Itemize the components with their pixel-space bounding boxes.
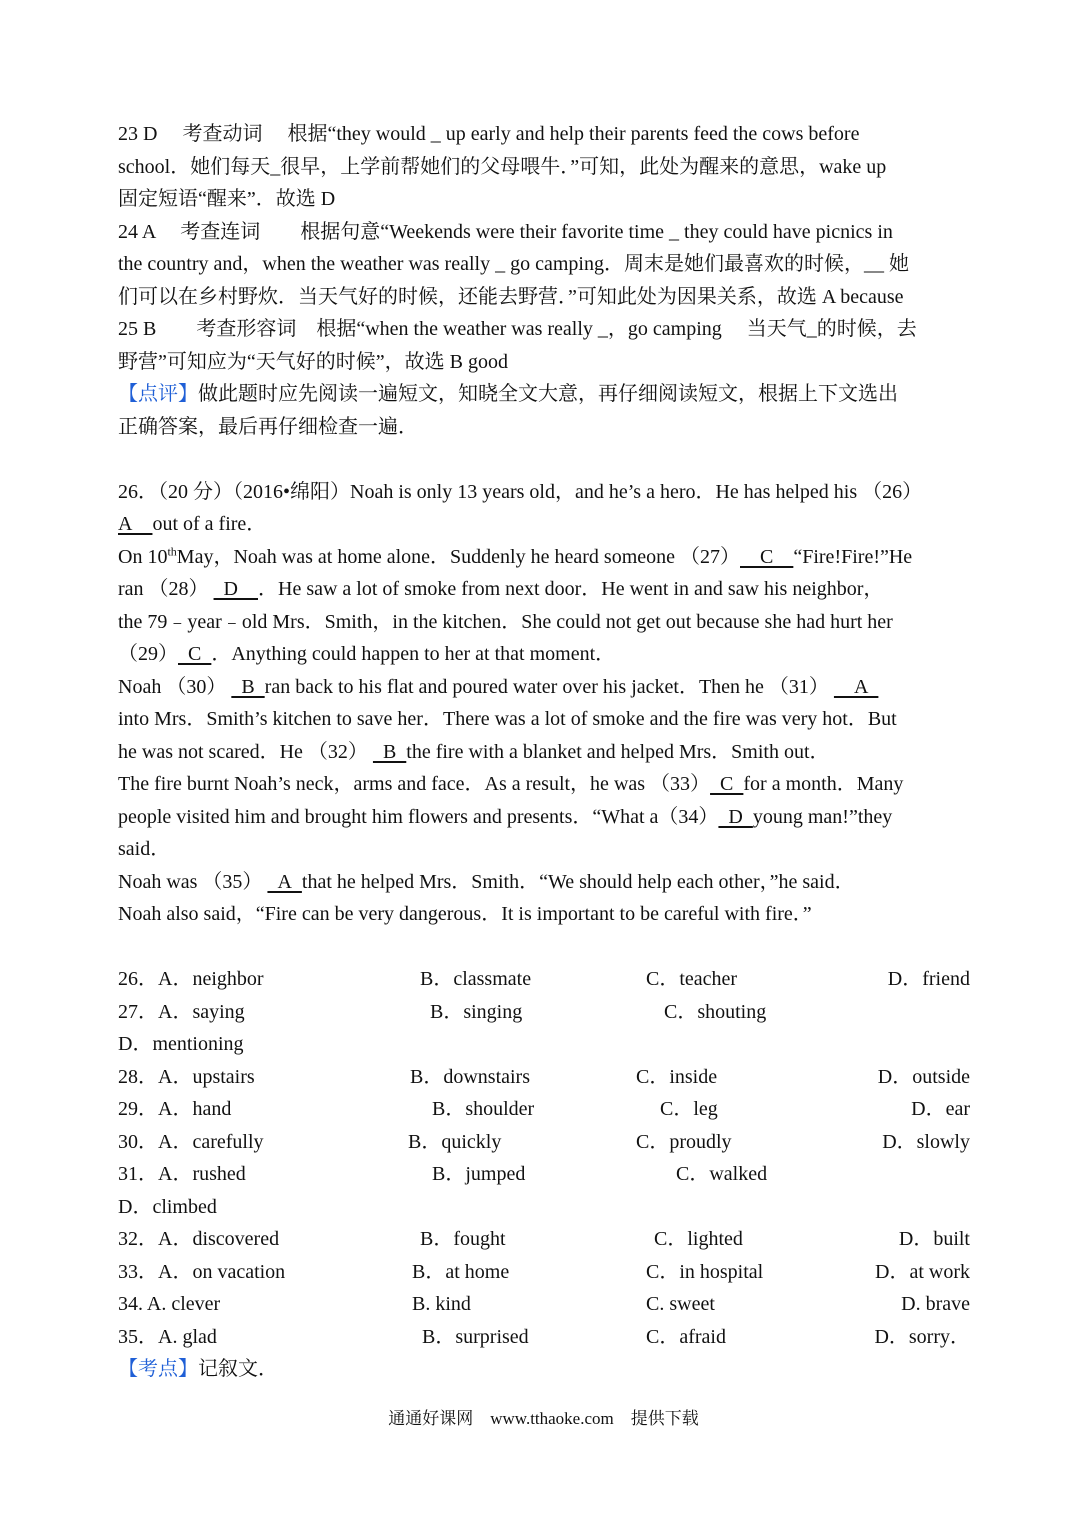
- passage-text: that he helped Mrs．Smith．“We should help each other，”he said．: [301, 870, 855, 893]
- option-row: [118, 1191, 970, 1224]
- answer-blank: C: [740, 545, 794, 568]
- options-list: [118, 963, 970, 1353]
- option-a: 30．A．carefully: [118, 1130, 264, 1153]
- option-d: D. brave: [901, 1293, 970, 1315]
- passage-text: Noah （30）: [118, 675, 227, 698]
- passage-line: [118, 573, 970, 606]
- option-c: C．in hospital: [646, 1260, 764, 1283]
- option-b: B．classmate: [420, 968, 532, 990]
- option-c: C．inside: [636, 1065, 718, 1088]
- option-row: [118, 1223, 970, 1256]
- kaodian-label: 【考点】: [118, 1358, 198, 1380]
- comment-text: 做此题时应先阅读一遍短文，知晓全文大意，再仔细阅读短文，根据上下文选出: [198, 383, 898, 405]
- text-line: 固定短语“醒来”．故选 D: [118, 188, 336, 210]
- text-line: 们可以在乡村野炊．当天气好的时候，还能去野营．”可知此处为因果关系，故选 A because: [118, 285, 904, 308]
- passage-line: [118, 671, 970, 704]
- passage-text: On 10: [118, 545, 168, 568]
- answer-blank: A: [833, 675, 879, 698]
- answer-blank: D: [213, 578, 258, 600]
- passage-text: “Fire!Fire!”He: [793, 545, 913, 568]
- option-b: B．shoulder: [432, 1098, 535, 1120]
- option-a: 29．A．hand: [118, 1098, 232, 1120]
- analysis-q24: [118, 216, 970, 314]
- spacer: [118, 443, 970, 476]
- text-line: the country and，when the weather was really _ go camping．周末是她们最喜欢的时候，__ 她: [118, 253, 909, 275]
- option-d: D．slowly: [882, 1130, 970, 1153]
- option-a: 31．A．rushed: [118, 1163, 246, 1185]
- option-b: B．surprised: [422, 1325, 529, 1348]
- passage-line: [118, 736, 970, 769]
- answer-blank: D: [718, 805, 753, 828]
- comment-block: [118, 378, 970, 443]
- option-c: C．proudly: [636, 1130, 732, 1153]
- option-d: D．mentioning: [118, 1033, 244, 1055]
- option-a: 28．A．upstairs: [118, 1065, 255, 1088]
- text-line: [118, 378, 970, 411]
- option-d: D．climbed: [118, 1195, 217, 1218]
- option-a: 34. A. clever: [118, 1293, 221, 1315]
- spacer: [118, 931, 970, 964]
- text-line: 23 D 考查动词 根据“they would _ up early and help their parents feed the cows before: [118, 123, 860, 145]
- option-d: D．ear: [911, 1098, 970, 1120]
- passage-text: out of a fire．: [152, 513, 267, 535]
- kaodian-line: [118, 1353, 970, 1386]
- answer-blank: A: [267, 870, 302, 893]
- passage-text: ．He saw a lot of smoke from next door．He went in and saw his neighbor，: [258, 578, 884, 600]
- option-a: 33．A．on vacation: [118, 1260, 286, 1283]
- option-a: 26．A．neighbor: [118, 968, 264, 990]
- passage-line: 26．（20 分）（2016•绵阳）Noah is only 13 years old，and he’s a hero．He has helped his （26）: [118, 480, 923, 503]
- superscript: th: [167, 543, 177, 558]
- option-row: [118, 1028, 970, 1061]
- option-row: [118, 963, 970, 996]
- passage-text: May，Noah was at home alone．Suddenly he heard someone （27）: [176, 545, 740, 568]
- answer-blank: C: [178, 643, 212, 665]
- passage-text: for a month．Many: [743, 773, 904, 795]
- passage-line: [118, 508, 970, 541]
- passage-line: [118, 541, 970, 574]
- passage-text: The fire burnt Noah’s neck，arms and face．As a result，he was （33）: [118, 773, 711, 795]
- option-a: 35．A. glad: [118, 1325, 217, 1348]
- option-row: [118, 1256, 970, 1289]
- option-b: B．downstairs: [410, 1065, 530, 1088]
- option-b: B．singing: [430, 1000, 523, 1023]
- answer-blank: A: [118, 513, 153, 535]
- option-row: [118, 1093, 970, 1126]
- page-footer: 通通好课网 www.tthaoke.com 提供下载: [388, 1409, 699, 1428]
- option-row: [118, 1288, 970, 1321]
- analysis-q23: [118, 118, 970, 216]
- passage-line: into Mrs．Smith’s kitchen to save her．There was a lot of smoke and the fire was very hot．But: [118, 708, 897, 730]
- passage-text: ．Anything could happen to her at that moment．: [211, 643, 616, 665]
- option-d: D．sorry．: [874, 1325, 970, 1348]
- text-line: 正确答案，最后再仔细检查一遍．: [118, 415, 418, 438]
- option-d: D．at work: [875, 1260, 970, 1283]
- passage-text: he was not scared．He （32）: [118, 740, 368, 763]
- passage-line: the 79﹣year﹣old Mrs．Smith，in the kitchen．She could not get out because she had hurt her: [118, 610, 893, 633]
- passage-line: [118, 866, 970, 899]
- option-d: D．built: [898, 1228, 970, 1250]
- passage-line: Noah also said，“Fire can be very dangerous．It is important to be careful with fire．”: [118, 903, 812, 925]
- option-row: [118, 996, 970, 1029]
- option-b: B．jumped: [432, 1163, 526, 1185]
- option-row: [118, 1061, 970, 1094]
- answer-blank: B: [231, 675, 265, 698]
- text-line: 野营”可知应为“天气好的时候”，故选 B good: [118, 350, 508, 373]
- option-c: C．lighted: [654, 1228, 743, 1250]
- passage-line: said．: [118, 838, 171, 860]
- passage-line: [118, 801, 970, 834]
- option-a: 32．A．discovered: [118, 1228, 280, 1250]
- option-c: C．leg: [660, 1098, 718, 1120]
- analysis-q25: [118, 313, 970, 378]
- option-d: D．friend: [887, 968, 970, 990]
- option-a: 27．A．saying: [118, 1000, 245, 1023]
- document-page: [118, 118, 970, 1386]
- passage-text: people visited him and brought him flowers and presents．“What a（34）: [118, 805, 719, 828]
- option-c: C．afraid: [646, 1325, 726, 1348]
- option-row: [118, 1158, 970, 1191]
- cloze-passage: [118, 476, 970, 931]
- answer-blank: B: [372, 740, 407, 763]
- passage-line: [118, 768, 970, 801]
- option-c: C. sweet: [646, 1293, 715, 1315]
- passage-line: [118, 638, 970, 671]
- option-row: [118, 1126, 970, 1159]
- text-line: 25 B 考查形容词 根据“when the weather was really _，go camping 当天气_的时候，去: [118, 318, 917, 340]
- passage-text: young man!”they: [752, 805, 893, 828]
- option-c: C．walked: [676, 1163, 768, 1185]
- option-b: B．quickly: [408, 1130, 502, 1153]
- passage-text: the fire with a blanket and helped Mrs．Smith out．: [406, 740, 830, 763]
- passage-text: （29）: [118, 643, 178, 665]
- option-b: B．fought: [420, 1228, 506, 1250]
- text-line: school．她们每天_很早，上学前帮她们的父母喂牛．”可知，此处为醒来的意思，wake up: [118, 155, 887, 178]
- option-b: B．at home: [412, 1260, 510, 1283]
- text-line: 24 A 考查连词 根据句意“Weekends were their favorite time _ they could have picnics in: [118, 220, 893, 243]
- option-d: D．outside: [877, 1065, 970, 1088]
- comment-label: 【点评】: [118, 383, 198, 405]
- passage-text: ran （28）: [118, 578, 209, 600]
- option-b: B. kind: [412, 1293, 471, 1315]
- kaodian-text: 记叙文．: [198, 1358, 278, 1380]
- passage-text: Noah was （35）: [118, 870, 263, 893]
- option-row: [118, 1321, 970, 1354]
- answer-blank: C: [710, 773, 744, 795]
- option-c: C．shouting: [664, 1000, 767, 1023]
- passage-text: ran back to his flat and poured water over his jacket．Then he （31）: [264, 675, 829, 698]
- option-c: C．teacher: [646, 968, 738, 990]
